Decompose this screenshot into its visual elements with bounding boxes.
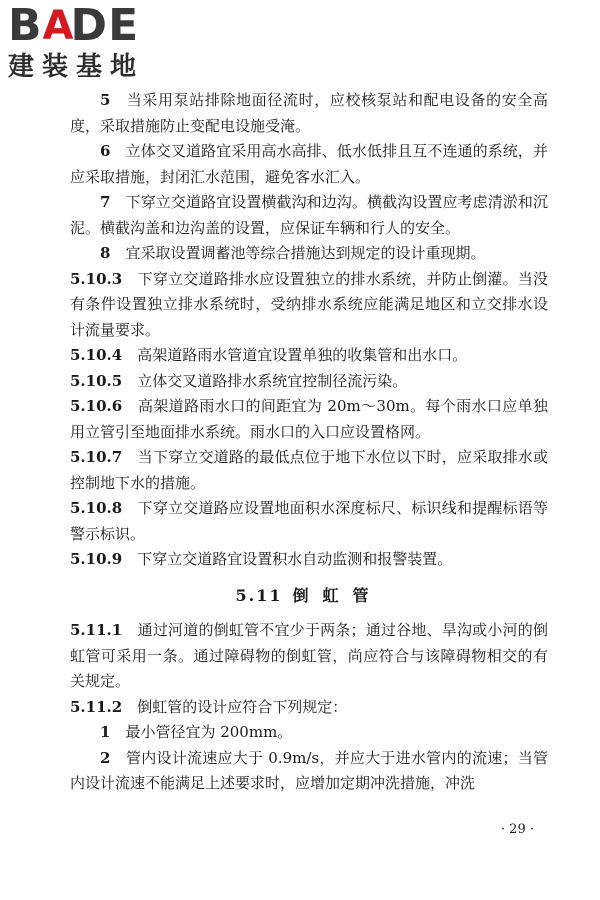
clause-5-10-6	[70, 394, 548, 445]
item-text: 最小管径宜为 200mm。	[125, 723, 293, 741]
clause-text: 当采用泵站排除地面径流时，应校核泵站和配电设备的安全高度，采取措施防止变配电设施受淹。	[70, 91, 548, 135]
section-heading	[70, 583, 548, 609]
clause-text: 下穿立交道路宜设置积水自动监测和报警装置。	[137, 550, 453, 568]
clause-5-10-8	[70, 496, 548, 547]
clause-number: 5.10.8	[70, 499, 123, 517]
clause-number: 6	[100, 142, 111, 160]
clause-number: 5	[100, 91, 111, 109]
clause-5-10-7	[70, 445, 548, 496]
clause-5	[70, 88, 548, 139]
item-1	[70, 720, 548, 746]
item-number: 2	[100, 748, 111, 767]
clause-5-11-1	[70, 618, 548, 695]
clause-text: 下穿立交道路宜设置横截沟和边沟。横截沟设置应考虑清淤和沉泥。横截沟盖和边沟盖的设置，应保证车辆和行人的安全。	[70, 193, 548, 237]
clause-number: 5.10.5	[70, 371, 123, 390]
clause-5-10-5	[70, 369, 548, 395]
clause-text: 下穿立交道路应设置地面积水深度标尺、标识线和提醒标语等警示标识。	[70, 499, 548, 543]
page-number: · 29 ·	[500, 822, 534, 837]
clause-number: 5.10.9	[70, 550, 123, 568]
clause-6	[70, 139, 548, 190]
logo-subtitle: 建装基地	[8, 52, 145, 82]
clause-text: 宜采取设置调蓄池等综合措施达到规定的设计重现期。	[125, 244, 486, 262]
logo-letter-a: A	[42, 3, 75, 49]
section-title: 倒虹管	[292, 585, 383, 605]
clause-number: 5.10.6	[70, 397, 123, 415]
section-number: 5.11	[235, 585, 283, 605]
logo-letter-b: B	[8, 0, 43, 51]
clause-number: 7	[100, 193, 111, 211]
clause-number: 5.11.2	[70, 697, 123, 716]
clause-5-10-3	[70, 267, 548, 344]
clause-5-10-4	[70, 343, 548, 369]
clause-7	[70, 190, 548, 241]
clause-number: 5.11.1	[70, 621, 123, 639]
clause-text: 当下穿立交道路的最低点位于地下水位以下时，应采取排水或控制地下水的措施。	[70, 448, 548, 492]
clause-text: 倒虹管的设计应符合下列规定：	[137, 697, 348, 716]
logo-wordmark	[8, 0, 178, 51]
clause-5-10-9	[70, 547, 548, 573]
item-number: 1	[100, 723, 111, 741]
logo-letters-de: DE	[70, 0, 140, 51]
clause-5-11-2	[70, 695, 548, 721]
clause-text: 下穿立交道路排水应设置独立的排水系统，并防止倒灌。当没有条件设置独立排水系统时，受纳排水系统应能满足地区和立交排水设计流量要求。	[70, 269, 548, 339]
item-2	[70, 746, 548, 797]
clause-text: 立体交叉道路排水系统宜控制径流污染。	[137, 371, 408, 390]
clause-number: 8	[100, 244, 111, 262]
document-body	[70, 88, 548, 797]
clause-text: 高架道路雨水口的间距宜为 20m～30m。每个雨水口应单独用立管引至地面排水系统。雨水口的入口应设置格网。	[70, 397, 548, 441]
clause-text: 立体交叉道路宜采用高水高排、低水低排且互不连通的系统，并应采取措施，封闭汇水范围，避免客水汇入。	[70, 142, 548, 186]
clause-text: 通过河道的倒虹管不宜少于两条；通过谷地、旱沟或小河的倒虹管可采用一条。通过障碍物的倒虹管，尚应符合与该障碍物相交的有关规定。	[70, 621, 548, 690]
bade-logo	[8, 0, 178, 84]
clause-number: 5.10.7	[70, 448, 123, 466]
clause-number: 5.10.3	[70, 269, 123, 288]
clause-text: 高架道路雨水管道宜设置单独的收集管和出水口。	[137, 346, 468, 364]
clause-8	[70, 241, 548, 267]
clause-number: 5.10.4	[70, 346, 123, 364]
item-text: 管内设计流速应大于 0.9m/s，并应大于进水管内的流速；当管内设计流速不能满足上述要求时，应增加定期冲洗措施，冲洗	[70, 748, 548, 792]
